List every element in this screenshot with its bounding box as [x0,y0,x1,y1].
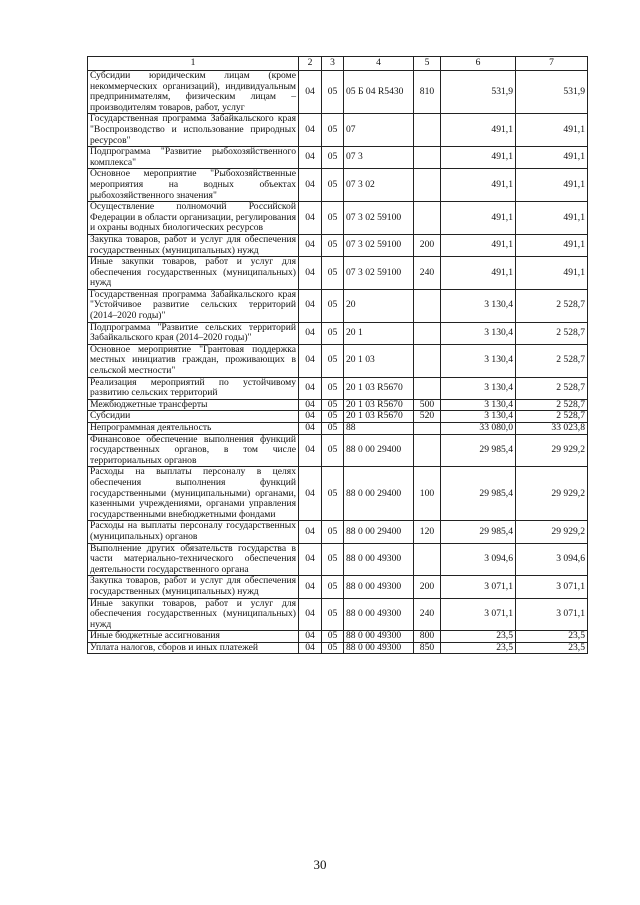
cell-amount-col6: 3 130,4 [441,411,516,423]
cell-section: 04 [299,521,322,543]
cell-expense-type [414,147,441,169]
cell-section: 04 [299,344,322,377]
cell-amount-col7: 2 528,7 [516,344,588,377]
cell-amount-col6: 491,1 [441,257,516,290]
header-col-5: 5 [414,57,441,71]
cell-subsection: 05 [322,642,344,654]
cell-target-article: 07 3 02 [344,169,414,202]
cell-amount-col7: 2 528,7 [516,289,588,322]
header-col-4: 4 [344,57,414,71]
cell-subsection: 05 [322,631,344,643]
cell-name: Закупка товаров, работ и услуг для обеспечения государственных (муниципальных) нужд [88,576,299,598]
cell-amount-col7: 531,9 [516,71,588,114]
cell-section: 04 [299,169,322,202]
cell-amount-col7: 491,1 [516,114,588,147]
table-row [88,434,588,467]
table-row [88,289,588,322]
cell-amount-col6: 23,5 [441,642,516,654]
cell-section: 04 [299,289,322,322]
cell-section: 04 [299,377,322,399]
cell-target-article: 88 0 00 49300 [344,598,414,631]
cell-target-article: 20 [344,289,414,322]
cell-amount-col6: 29 985,4 [441,467,516,521]
cell-name: Закупка товаров, работ и услуг для обеспечения государственных (муниципальных) нужд [88,234,299,256]
cell-name: Подпрограмма "Развитие сельских территорий Забайкальского края (2014–2020 годы)" [88,322,299,344]
cell-target-article: 07 3 02 59100 [344,234,414,256]
cell-name: Уплата налогов, сборов и иных платежей [88,642,299,654]
cell-amount-col6: 491,1 [441,202,516,235]
cell-target-article: 88 0 00 29400 [344,434,414,467]
cell-subsection: 05 [322,434,344,467]
cell-name: Государственная программа Забайкальского края "Воспроизводство и использование природных ресурсов" [88,114,299,147]
cell-amount-col6: 23,5 [441,631,516,643]
cell-expense-type: 520 [414,411,441,423]
cell-amount-col7: 3 071,1 [516,598,588,631]
table-row [88,169,588,202]
cell-name: Иные бюджетные ассигнования [88,631,299,643]
cell-expense-type: 100 [414,467,441,521]
cell-section: 04 [299,147,322,169]
table-row [88,344,588,377]
table-row [88,423,588,435]
cell-amount-col6: 3 094,6 [441,543,516,576]
cell-amount-col6: 491,1 [441,147,516,169]
header-col-1: 1 [88,57,299,71]
cell-target-article: 20 1 [344,322,414,344]
cell-section: 04 [299,322,322,344]
cell-expense-type: 240 [414,257,441,290]
cell-expense-type: 240 [414,598,441,631]
header-col-7: 7 [516,57,588,71]
cell-expense-type: 800 [414,631,441,643]
cell-amount-col7: 3 094,6 [516,543,588,576]
cell-amount-col6: 3 130,4 [441,399,516,411]
table-header [88,57,588,71]
header-col-6: 6 [441,57,516,71]
cell-expense-type [414,202,441,235]
cell-expense-type [414,377,441,399]
cell-name: Иные закупки товаров, работ и услуг для обеспечения государственных (муниципальных) нужд [88,257,299,290]
cell-section: 04 [299,631,322,643]
table-row [88,202,588,235]
cell-expense-type: 810 [414,71,441,114]
cell-subsection: 05 [322,521,344,543]
cell-amount-col7: 3 071,1 [516,576,588,598]
cell-section: 04 [299,434,322,467]
cell-target-article: 07 [344,114,414,147]
cell-section: 04 [299,202,322,235]
cell-target-article: 05 Б 04 R5430 [344,71,414,114]
cell-name: Непрограммная деятельность [88,423,299,435]
cell-expense-type [414,543,441,576]
table-row [88,147,588,169]
cell-name: Реализация мероприятий по устойчивому развитию сельских территорий [88,377,299,399]
cell-target-article: 07 3 02 59100 [344,202,414,235]
cell-expense-type [414,289,441,322]
table-row [88,377,588,399]
cell-amount-col7: 2 528,7 [516,411,588,423]
cell-target-article: 88 0 00 29400 [344,521,414,543]
table-row [88,631,588,643]
table-row [88,642,588,654]
cell-target-article: 20 1 03 R5670 [344,377,414,399]
cell-target-article: 88 0 00 49300 [344,631,414,643]
cell-subsection: 05 [322,71,344,114]
cell-amount-col7: 23,5 [516,642,588,654]
header-col-2: 2 [299,57,322,71]
table-row [88,411,588,423]
cell-target-article: 20 1 03 R5670 [344,399,414,411]
cell-section: 04 [299,642,322,654]
cell-amount-col6: 33 080,0 [441,423,516,435]
cell-amount-col6: 491,1 [441,234,516,256]
cell-subsection: 05 [322,576,344,598]
budget-table [87,56,588,654]
cell-expense-type: 200 [414,234,441,256]
table-row [88,576,588,598]
cell-name: Подпрограмма "Развитие рыбохозяйственного комплекса" [88,147,299,169]
cell-amount-col6: 29 985,4 [441,521,516,543]
cell-expense-type: 120 [414,521,441,543]
page-number: 30 [313,857,327,872]
cell-subsection: 05 [322,169,344,202]
cell-amount-col7: 491,1 [516,169,588,202]
cell-name: Субсидии [88,411,299,423]
cell-expense-type [414,169,441,202]
cell-target-article: 88 [344,423,414,435]
cell-name: Субсидии юридическим лицам (кроме некоммерческих организаций), индивидуальным предпринимателям, физическим лицам – производителям товаров, работ, услуг [88,71,299,114]
cell-name: Расходы на выплаты персоналу в целях обеспечения выполнения функций государственными (муниципальными) органами, казенными учреждениями, органами управления государственными внебюджетными фондами [88,467,299,521]
cell-expense-type: 200 [414,576,441,598]
cell-amount-col7: 29 929,2 [516,434,588,467]
table-row [88,114,588,147]
table-row [88,467,588,521]
cell-subsection: 05 [322,467,344,521]
cell-name: Расходы на выплаты персоналу государственных (муниципальных) органов [88,521,299,543]
cell-amount-col6: 491,1 [441,169,516,202]
cell-subsection: 05 [322,147,344,169]
cell-name: Основное мероприятие "Рыбохозяйственные мероприятия на водных объектах рыбохозяйственного значения" [88,169,299,202]
cell-amount-col7: 491,1 [516,147,588,169]
cell-amount-col7: 491,1 [516,257,588,290]
cell-target-article: 88 0 00 29400 [344,467,414,521]
cell-expense-type [414,344,441,377]
table-row [88,234,588,256]
cell-amount-col7: 29 929,2 [516,521,588,543]
cell-name: Выполнение других обязательств государства в части материально-технического обеспечения деятельности государственного органа [88,543,299,576]
cell-section: 04 [299,257,322,290]
cell-section: 04 [299,71,322,114]
header-row [88,57,588,71]
cell-name: Основное мероприятие "Грантовая поддержка местных инициатив граждан, проживающих в сельской местности" [88,344,299,377]
cell-section: 04 [299,543,322,576]
cell-expense-type: 500 [414,399,441,411]
cell-amount-col7: 2 528,7 [516,377,588,399]
table-row [88,521,588,543]
cell-section: 04 [299,411,322,423]
cell-amount-col6: 3 130,4 [441,289,516,322]
table-row [88,322,588,344]
cell-amount-col6: 3 130,4 [441,377,516,399]
cell-amount-col7: 33 023,8 [516,423,588,435]
cell-amount-col7: 491,1 [516,202,588,235]
cell-subsection: 05 [322,202,344,235]
cell-subsection: 05 [322,322,344,344]
cell-target-article: 07 3 02 59100 [344,257,414,290]
cell-amount-col7: 491,1 [516,234,588,256]
cell-amount-col6: 3 130,4 [441,322,516,344]
table-row [88,71,588,114]
cell-subsection: 05 [322,399,344,411]
cell-amount-col7: 29 929,2 [516,467,588,521]
cell-subsection: 05 [322,411,344,423]
table-row [88,598,588,631]
cell-target-article: 88 0 00 49300 [344,543,414,576]
cell-subsection: 05 [322,234,344,256]
cell-name: Межбюджетные трансферты [88,399,299,411]
cell-subsection: 05 [322,257,344,290]
cell-target-article: 07 3 [344,147,414,169]
cell-section: 04 [299,467,322,521]
cell-name: Иные закупки товаров, работ и услуг для обеспечения государственных (муниципальных) нужд [88,598,299,631]
cell-subsection: 05 [322,377,344,399]
cell-subsection: 05 [322,598,344,631]
table-row [88,399,588,411]
cell-section: 04 [299,423,322,435]
table-body [88,71,588,654]
cell-target-article: 88 0 00 49300 [344,642,414,654]
cell-expense-type [414,423,441,435]
cell-expense-type: 850 [414,642,441,654]
table-row [88,257,588,290]
cell-amount-col7: 23,5 [516,631,588,643]
cell-expense-type [414,434,441,467]
cell-amount-col6: 3 071,1 [441,576,516,598]
header-col-3: 3 [322,57,344,71]
cell-amount-col6: 491,1 [441,114,516,147]
cell-section: 04 [299,114,322,147]
cell-amount-col7: 2 528,7 [516,399,588,411]
cell-amount-col6: 3 071,1 [441,598,516,631]
cell-amount-col7: 2 528,7 [516,322,588,344]
cell-amount-col6: 3 130,4 [441,344,516,377]
cell-section: 04 [299,399,322,411]
cell-subsection: 05 [322,423,344,435]
cell-section: 04 [299,576,322,598]
cell-name: Государственная программа Забайкальского края "Устойчивое развитие сельских территорий (2014–2020 годы)" [88,289,299,322]
cell-target-article: 88 0 00 49300 [344,576,414,598]
table-row [88,543,588,576]
cell-expense-type [414,322,441,344]
cell-section: 04 [299,598,322,631]
cell-target-article: 20 1 03 R5670 [344,411,414,423]
cell-subsection: 05 [322,344,344,377]
cell-subsection: 05 [322,114,344,147]
cell-subsection: 05 [322,289,344,322]
cell-amount-col6: 29 985,4 [441,434,516,467]
cell-target-article: 20 1 03 [344,344,414,377]
cell-name: Финансовое обеспечение выполнения функций государственных органов, в том числе территориальных органов [88,434,299,467]
cell-name: Осуществление полномочий Российской Федерации в области организации, регулирования и охраны водных биологических ресурсов [88,202,299,235]
cell-subsection: 05 [322,543,344,576]
cell-expense-type [414,114,441,147]
cell-amount-col6: 531,9 [441,71,516,114]
cell-section: 04 [299,234,322,256]
